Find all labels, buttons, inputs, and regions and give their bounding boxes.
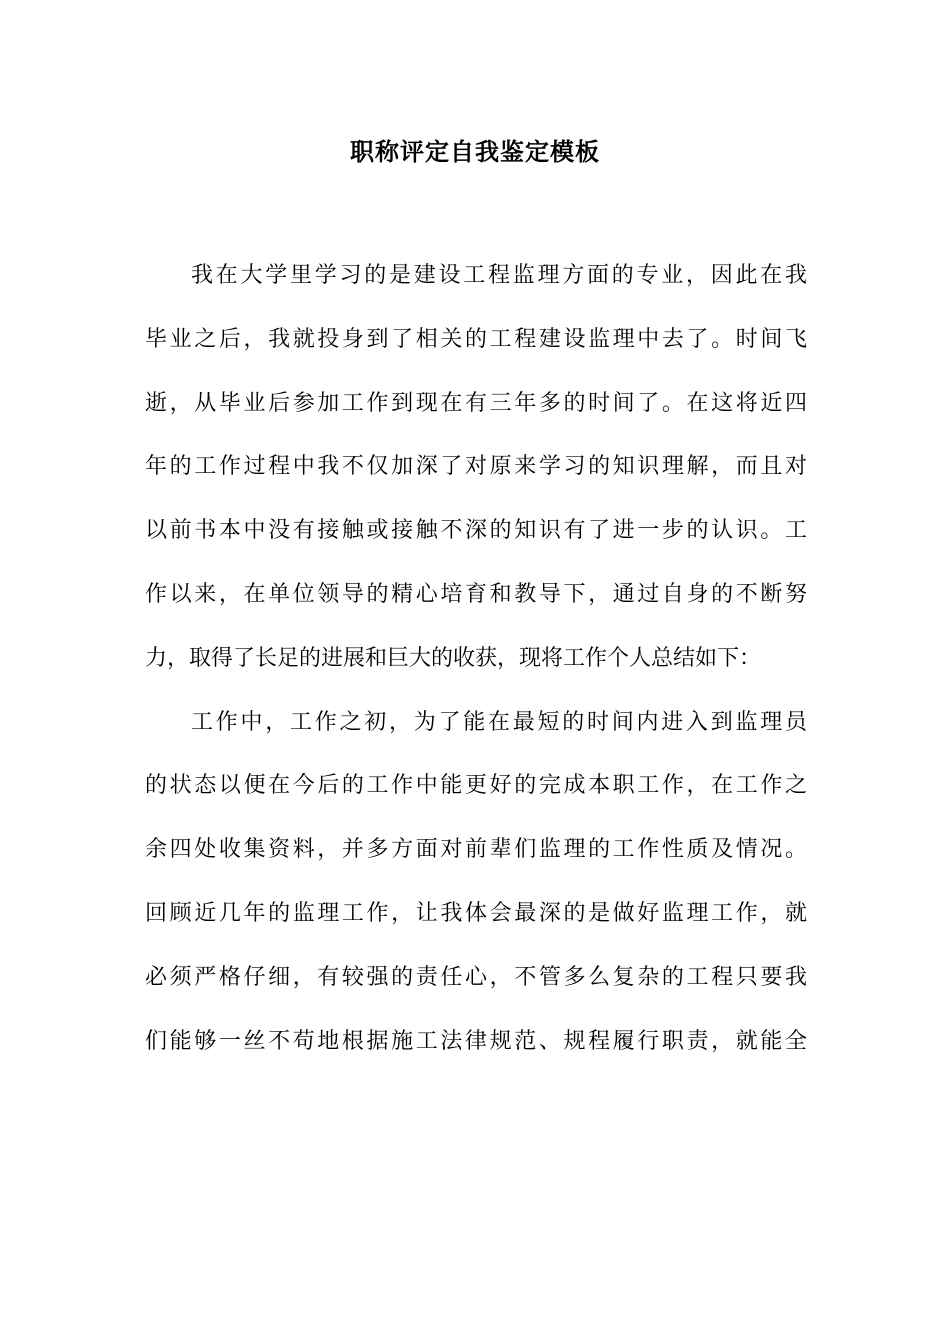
- paragraph-line: 力，取得了长足的进展和巨大的收获，现将工作个人总结如下：: [145, 645, 762, 671]
- document-title: 职称评定自我鉴定模板: [350, 137, 600, 166]
- paragraph-line: 年的工作过程中我不仅加深了对原来学习的知识理解，而且对: [145, 454, 807, 480]
- paragraph-line: 的状态以便在今后的工作中能更好的完成本职工作，在工作之: [145, 773, 807, 799]
- paragraph-line: 必须严格仔细，有较强的责任心，不管多么复杂的工程只要我: [145, 964, 807, 990]
- paragraph-line: 余四处收集资料，并多方面对前辈们监理的工作性质及情况。: [145, 837, 807, 863]
- paragraph-line: 们能够一丝不苟地根据施工法律规范、规程履行职责，就能全: [145, 1028, 807, 1054]
- paragraph-line: 回顾近几年的监理工作，让我体会最深的是做好监理工作，就: [145, 900, 807, 926]
- paragraph-line: 逝，从毕业后参加工作到现在有三年多的时间了。在这将近四: [145, 390, 807, 416]
- paragraph-line: 我在大学里学习的是建设工程监理方面的专业，因此在我: [191, 263, 807, 288]
- document-body: [145, 254, 807, 1083]
- paragraph-line: 作以来，在单位领导的精心培育和教导下，通过自身的不断努: [145, 581, 807, 607]
- paragraph-line: 以前书本中没有接触或接触不深的知识有了进一步的认识。工: [145, 518, 807, 544]
- paragraph-line: 工作中，工作之初，为了能在最短的时间内进入到监理员: [191, 709, 807, 735]
- paragraph-line: 毕业之后，我就投身到了相关的工程建设监理中去了。时间飞: [145, 326, 807, 352]
